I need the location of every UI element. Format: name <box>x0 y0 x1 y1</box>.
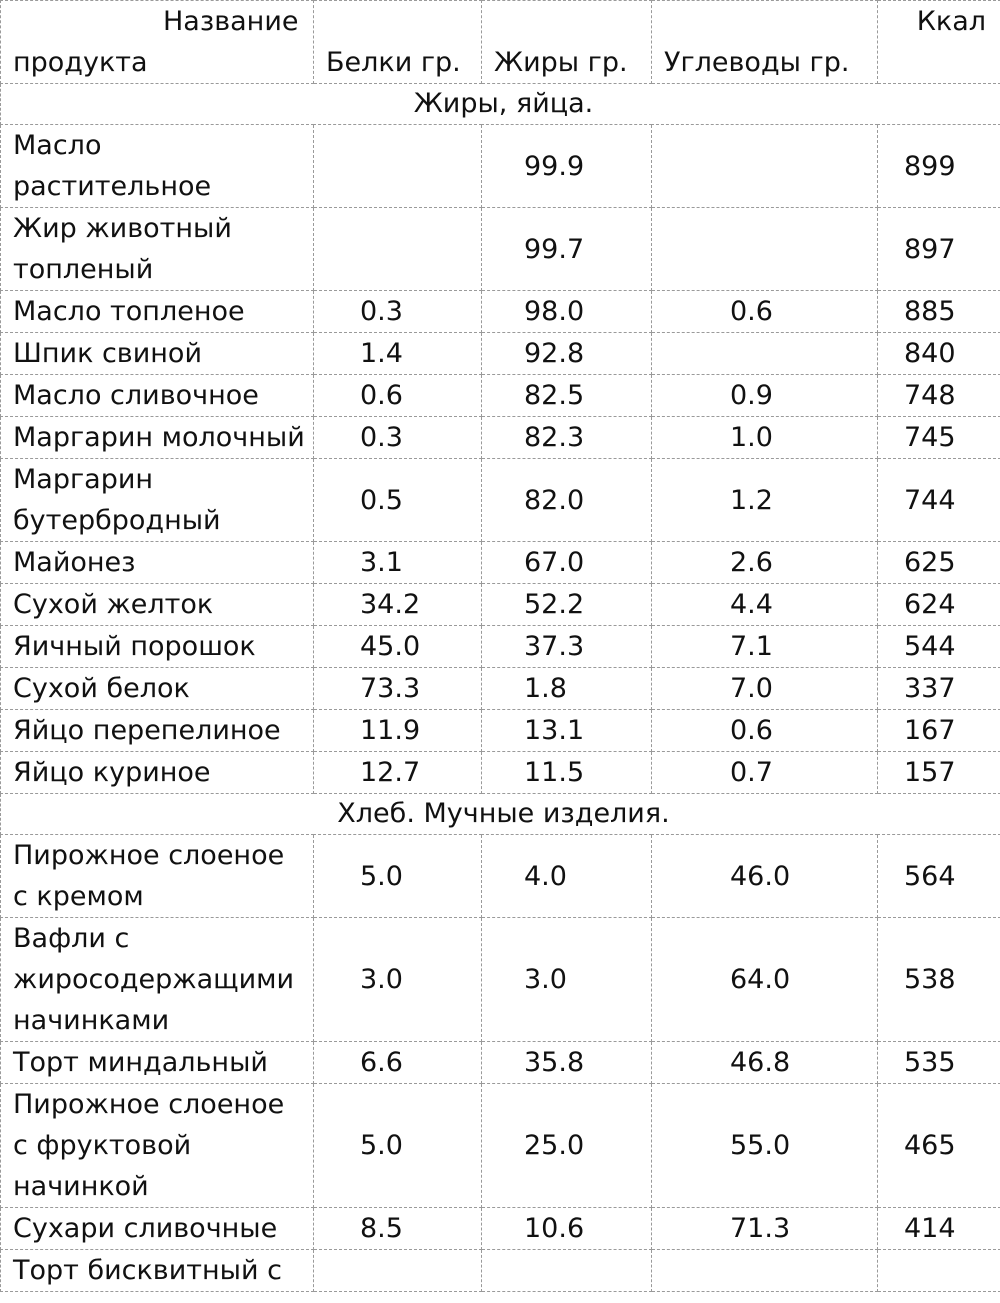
kcal-cell: 897 <box>878 208 1000 291</box>
product-name-cell: Торт бисквитный с <box>1 1250 314 1292</box>
product-name-cell: Маргарин бутербродный <box>1 459 314 542</box>
table-row <box>1 1042 1000 1084</box>
product-name-cell: Пирожное слоеное с кремом <box>1 835 314 918</box>
product-name-cell: Вафли с жиросодержащими начинками <box>1 918 314 1042</box>
fat-cell: 52.2 <box>482 584 652 626</box>
section-title: Хлеб. Мучные изделия. <box>1 794 1000 835</box>
kcal-cell: 157 <box>878 752 1000 794</box>
carbs-cell: 0.6 <box>652 291 878 333</box>
table-row <box>1 542 1000 584</box>
kcal-cell: 885 <box>878 291 1000 333</box>
kcal-cell: 625 <box>878 542 1000 584</box>
protein-cell: 3.1 <box>314 542 482 584</box>
table-row <box>1 668 1000 710</box>
kcal-cell: 899 <box>878 125 1000 208</box>
protein-cell: 0.5 <box>314 459 482 542</box>
carbs-cell <box>652 208 878 291</box>
header-product-name <box>1 1 314 84</box>
carbs-cell: 46.8 <box>652 1042 878 1084</box>
table-row <box>1 626 1000 668</box>
protein-cell <box>314 208 482 291</box>
kcal-cell: 564 <box>878 835 1000 918</box>
product-name-cell: Пирожное слоеное с фруктовой начинкой <box>1 1084 314 1208</box>
product-name-cell: Масло растительное <box>1 125 314 208</box>
table-row <box>1 1084 1000 1208</box>
table-row <box>1 584 1000 626</box>
carbs-cell: 1.2 <box>652 459 878 542</box>
carbs-cell: 71.3 <box>652 1208 878 1250</box>
carbs-cell: 64.0 <box>652 918 878 1042</box>
kcal-cell: 544 <box>878 626 1000 668</box>
fat-cell: 99.9 <box>482 125 652 208</box>
kcal-cell: 624 <box>878 584 1000 626</box>
product-name-cell: Маргарин молочный <box>1 417 314 459</box>
protein-cell: 73.3 <box>314 668 482 710</box>
table-row <box>1 417 1000 459</box>
fat-cell: 4.0 <box>482 835 652 918</box>
carbs-cell: 7.0 <box>652 668 878 710</box>
product-name-cell: Масло топленое <box>1 291 314 333</box>
protein-cell: 1.4 <box>314 333 482 375</box>
protein-cell: 0.3 <box>314 417 482 459</box>
protein-cell: 5.0 <box>314 835 482 918</box>
protein-cell: 0.3 <box>314 291 482 333</box>
section-title: Жиры, яйца. <box>1 84 1000 125</box>
carbs-cell: 2.6 <box>652 542 878 584</box>
fat-cell: 92.8 <box>482 333 652 375</box>
fat-cell: 82.5 <box>482 375 652 417</box>
fat-cell: 1.8 <box>482 668 652 710</box>
table-row <box>1 1208 1000 1250</box>
carbs-cell: 4.4 <box>652 584 878 626</box>
table-row <box>1 375 1000 417</box>
section-row <box>1 794 1000 835</box>
fat-cell: 10.6 <box>482 1208 652 1250</box>
header-carbs: Углеводы гр. <box>652 1 878 84</box>
carbs-cell <box>652 125 878 208</box>
carbs-cell: 1.0 <box>652 417 878 459</box>
fat-cell: 3.0 <box>482 918 652 1042</box>
protein-cell: 6.6 <box>314 1042 482 1084</box>
product-name-cell: Шпик свиной <box>1 333 314 375</box>
carbs-cell: 46.0 <box>652 835 878 918</box>
protein-cell <box>314 1250 482 1292</box>
protein-cell: 45.0 <box>314 626 482 668</box>
table-row <box>1 1250 1000 1292</box>
header-fat: Жиры гр. <box>482 1 652 84</box>
product-name-cell: Сухари сливочные <box>1 1208 314 1250</box>
protein-cell <box>314 125 482 208</box>
fat-cell: 82.3 <box>482 417 652 459</box>
product-name-cell: Сухой белок <box>1 668 314 710</box>
kcal-cell: 337 <box>878 668 1000 710</box>
carbs-cell: 7.1 <box>652 626 878 668</box>
kcal-cell: 538 <box>878 918 1000 1042</box>
product-name-cell: Яйцо перепелиное <box>1 710 314 752</box>
protein-cell: 34.2 <box>314 584 482 626</box>
kcal-cell: 840 <box>878 333 1000 375</box>
product-name-cell: Торт миндальный <box>1 1042 314 1084</box>
nutrition-table-body <box>1 1 1000 1292</box>
kcal-cell: 535 <box>878 1042 1000 1084</box>
header-protein: Белки гр. <box>314 1 482 84</box>
section-row <box>1 84 1000 125</box>
product-name-cell: Яйцо куриное <box>1 752 314 794</box>
carbs-cell: 0.9 <box>652 375 878 417</box>
protein-cell: 3.0 <box>314 918 482 1042</box>
table-row <box>1 459 1000 542</box>
header-name-line2: продукта <box>13 47 148 78</box>
header-name-line1: Название <box>163 6 299 37</box>
protein-cell: 8.5 <box>314 1208 482 1250</box>
product-name-cell: Яичный порошок <box>1 626 314 668</box>
carbs-cell <box>652 333 878 375</box>
fat-cell: 35.8 <box>482 1042 652 1084</box>
table-row <box>1 333 1000 375</box>
kcal-cell: 744 <box>878 459 1000 542</box>
header-row <box>1 1 1000 84</box>
kcal-cell: 745 <box>878 417 1000 459</box>
fat-cell: 37.3 <box>482 626 652 668</box>
kcal-cell <box>878 1250 1000 1292</box>
fat-cell <box>482 1250 652 1292</box>
product-name-cell: Майонез <box>1 542 314 584</box>
table-row <box>1 835 1000 918</box>
fat-cell: 98.0 <box>482 291 652 333</box>
kcal-cell: 748 <box>878 375 1000 417</box>
carbs-cell: 0.6 <box>652 710 878 752</box>
table-row <box>1 291 1000 333</box>
table-row <box>1 752 1000 794</box>
fat-cell: 82.0 <box>482 459 652 542</box>
table-row <box>1 208 1000 291</box>
table-row <box>1 710 1000 752</box>
fat-cell: 11.5 <box>482 752 652 794</box>
product-name-cell: Масло сливочное <box>1 375 314 417</box>
carbs-cell: 0.7 <box>652 752 878 794</box>
protein-cell: 5.0 <box>314 1084 482 1208</box>
fat-cell: 25.0 <box>482 1084 652 1208</box>
fat-cell: 13.1 <box>482 710 652 752</box>
carbs-cell <box>652 1250 878 1292</box>
protein-cell: 0.6 <box>314 375 482 417</box>
protein-cell: 12.7 <box>314 752 482 794</box>
product-name-cell: Сухой желток <box>1 584 314 626</box>
product-name-cell: Жир животный топленый <box>1 208 314 291</box>
carbs-cell: 55.0 <box>652 1084 878 1208</box>
protein-cell: 11.9 <box>314 710 482 752</box>
kcal-cell: 465 <box>878 1084 1000 1208</box>
table-row <box>1 125 1000 208</box>
header-kcal: Ккал <box>878 1 1000 84</box>
table-row <box>1 918 1000 1042</box>
kcal-cell: 414 <box>878 1208 1000 1250</box>
fat-cell: 67.0 <box>482 542 652 584</box>
kcal-cell: 167 <box>878 710 1000 752</box>
fat-cell: 99.7 <box>482 208 652 291</box>
